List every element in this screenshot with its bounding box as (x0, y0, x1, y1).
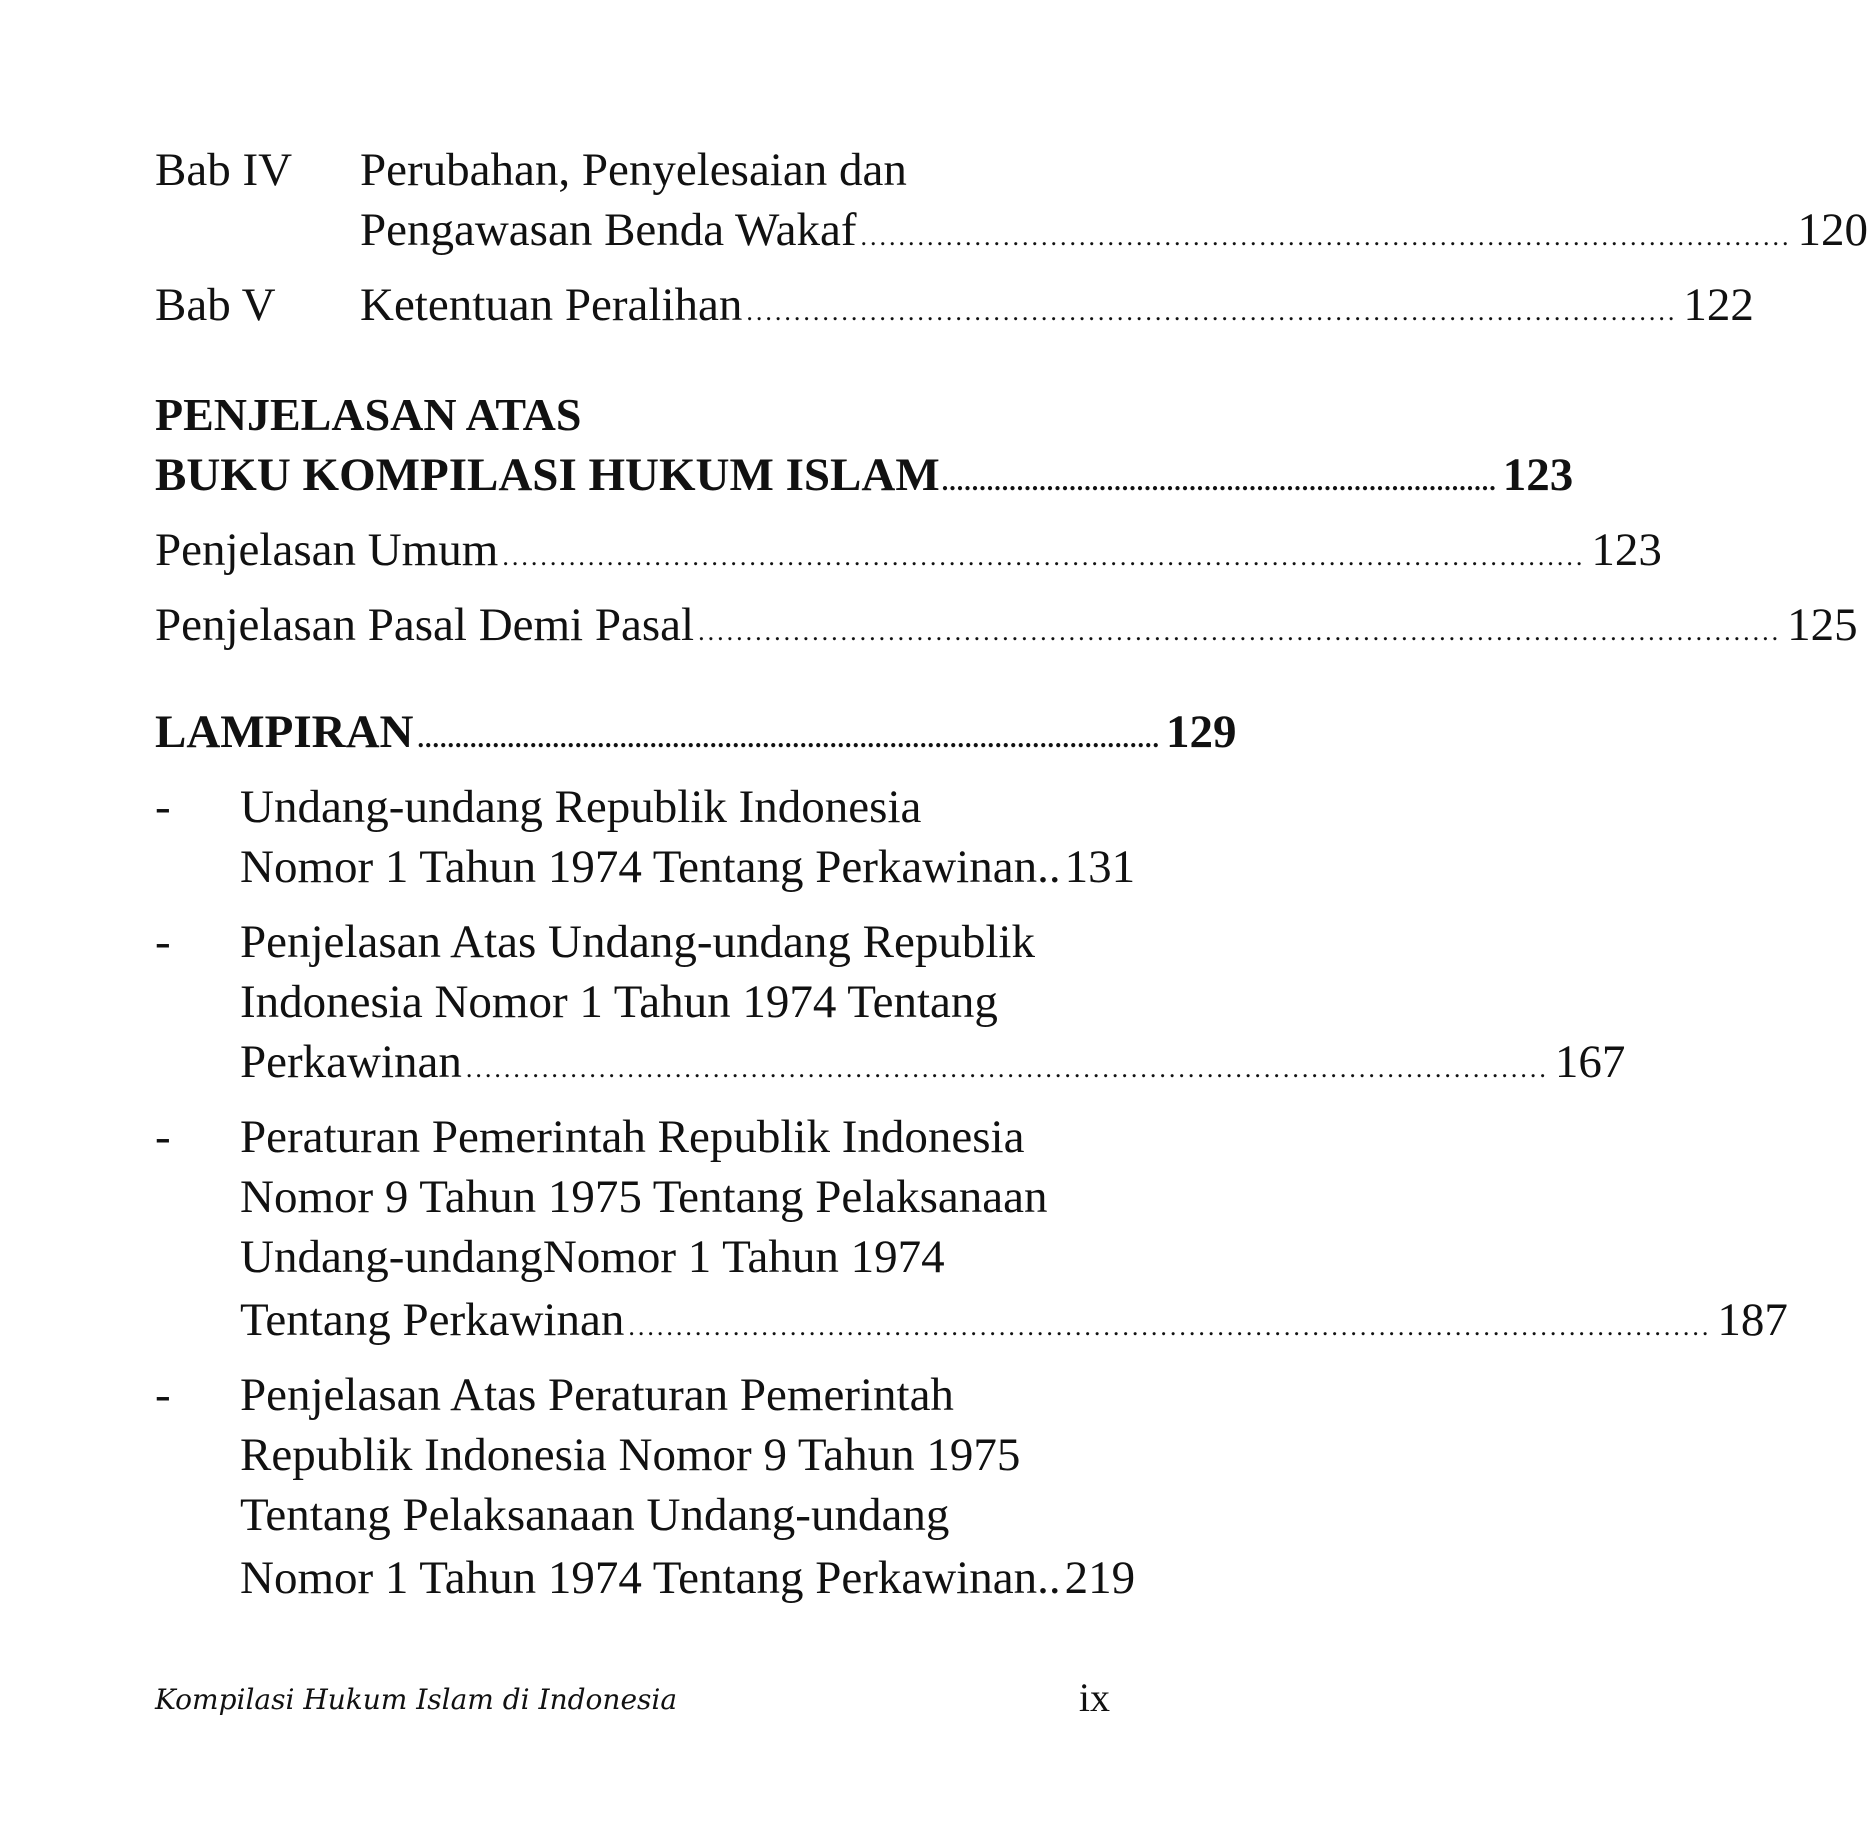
dot-leader: .................................................................................................................. (698, 617, 1782, 646)
penjelasan-umum-title: Penjelasan Umum (155, 524, 499, 576)
lampiran-item-4-last-line: Nomor 1 Tahun 1974 Tentang Perkawinan.. (240, 1552, 1061, 1604)
dot-leader: .................................................................................................................. (465, 1054, 1549, 1083)
list-dash: - (155, 1369, 171, 1421)
list-dash: - (155, 1111, 171, 1163)
dot-leader: ................................................................................................... (417, 724, 1160, 753)
list-dash: - (155, 781, 171, 833)
lampiran-item-1-page: 131 (1064, 841, 1136, 893)
lampiran-item-1-last-line: Nomor 1 Tahun 1974 Tentang Perkawinan.. (240, 841, 1061, 893)
lampiran-item-4-line-3: Tentang Pelaksanaan Undang-undang (240, 1489, 950, 1541)
penjelasan-umum-page: 123 (1591, 524, 1662, 576)
dot-leader: .................................................................................................................. (628, 1312, 1712, 1341)
bab-iv-page-number: 120 (1797, 204, 1868, 256)
bab-iv-label: Bab IV (155, 144, 293, 196)
penjelasan-pasal-title: Penjelasan Pasal Demi Pasal (155, 599, 695, 651)
running-footer-title: Kompilasi Hukum Islam di Indonesia (155, 1683, 678, 1716)
penjelasan-heading-entry[interactable] (155, 445, 1574, 512)
lampiran-item-4-line-2: Republik Indonesia Nomor 9 Tahun 1975 (240, 1429, 1021, 1481)
bab-v-title: Ketentuan Peralihan (360, 279, 743, 331)
lampiran-item-3-line-1: Peraturan Pemerintah Republik Indonesia (240, 1111, 1025, 1163)
lampiran-item-4-entry[interactable] (240, 1548, 1136, 1608)
lampiran-heading-entry[interactable] (155, 702, 1237, 769)
lampiran-heading-page: 129 (1165, 706, 1237, 758)
bab-v-label: Bab V (155, 279, 276, 331)
bab-v-entry[interactable] (360, 275, 1754, 342)
lampiran-item-3-line-3: Undang-undangNomor 1 Tahun 1974 (240, 1231, 945, 1283)
dot-leader: .......................................................................... (941, 467, 1497, 496)
list-dash: - (155, 916, 171, 968)
lampiran-item-2-page: 167 (1554, 1036, 1626, 1088)
lampiran-item-3-entry[interactable] (240, 1290, 1788, 1357)
dot-leader: .................................................................................................. (860, 222, 1792, 251)
dot-leader: .................................................................................................................. (502, 542, 1586, 571)
penjelasan-umum-entry[interactable] (155, 520, 1662, 587)
lampiran-item-2-line-2: Indonesia Nomor 1 Tahun 1974 Tentang (240, 976, 998, 1028)
lampiran-item-3-last-line: Tentang Perkawinan (240, 1294, 625, 1346)
dot-leader: .................................................................................................. (746, 297, 1678, 326)
bab-iv-title-line-1: Perubahan, Penyelesaian dan (360, 144, 907, 196)
lampiran-item-1-entry[interactable] (240, 837, 1136, 897)
bab-iv-entry[interactable] (360, 200, 1868, 267)
lampiran-heading: LAMPIRAN (155, 706, 414, 758)
bab-v-page-number: 122 (1683, 279, 1754, 331)
penjelasan-heading-line-1: PENJELASAN ATAS (155, 389, 582, 440)
lampiran-item-2-last-line: Perkawinan (240, 1036, 462, 1088)
penjelasan-heading-page: 123 (1502, 449, 1574, 501)
lampiran-item-1-line-1: Undang-undang Republik Indonesia (240, 781, 922, 833)
lampiran-item-3-page: 187 (1717, 1294, 1788, 1346)
lampiran-item-4-page: 219 (1064, 1552, 1136, 1604)
lampiran-item-3-line-2: Nomor 9 Tahun 1975 Tentang Pelaksanaan (240, 1171, 1048, 1223)
penjelasan-heading-line-2: BUKU KOMPILASI HUKUM ISLAM (155, 449, 940, 501)
lampiran-item-2-line-1: Penjelasan Atas Undang-undang Republik (240, 916, 1035, 968)
bab-iv-title-line-2: Pengawasan Benda Wakaf (360, 204, 857, 256)
lampiran-item-2-entry[interactable] (240, 1032, 1626, 1099)
lampiran-item-4-line-1: Penjelasan Atas Peraturan Pemerintah (240, 1369, 954, 1421)
penjelasan-pasal-page: 125 (1787, 599, 1858, 651)
penjelasan-pasal-entry[interactable] (155, 595, 1858, 662)
page-folio: ix (1078, 1675, 1110, 1720)
